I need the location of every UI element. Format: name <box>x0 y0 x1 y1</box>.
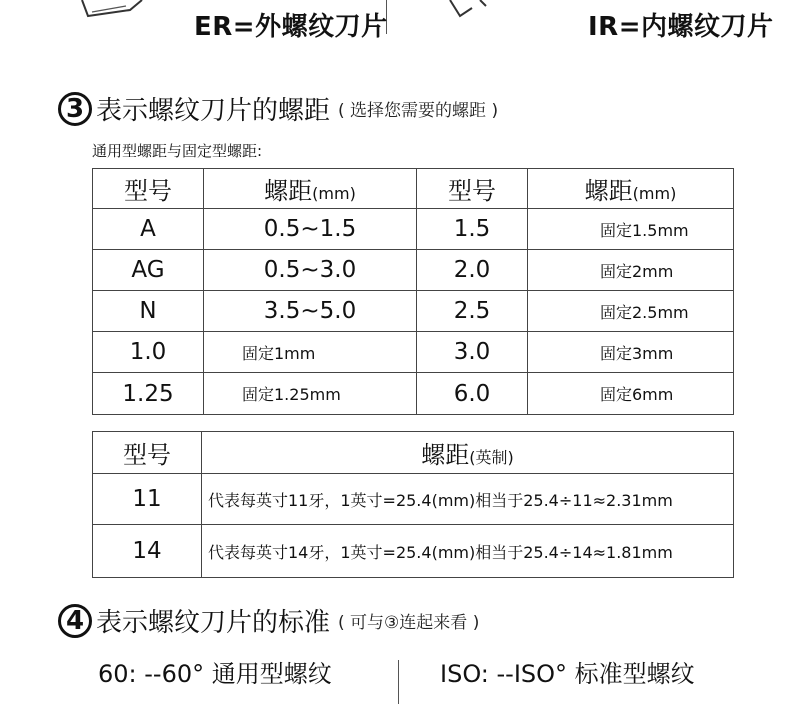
table-row <box>93 525 734 578</box>
er-label: ER=外螺纹刀片 <box>194 12 388 42</box>
table-header-row <box>93 432 734 474</box>
metric-pitch-table <box>92 168 734 415</box>
header-pitch: 螺距(mm) <box>204 169 417 209</box>
cell-pitch: 固定1mm <box>204 332 417 373</box>
ir-label: IR=内螺纹刀片 <box>588 12 774 42</box>
cell-pitch-2: 固定2.5mm <box>528 291 734 332</box>
cell-pitch: 0.5~1.5 <box>204 209 417 250</box>
cell-pitch-2: 固定6mm <box>528 373 734 415</box>
cell-pitch-2: 固定2mm <box>528 250 734 291</box>
cell-pitch: 0.5~3.0 <box>204 250 417 291</box>
table-header-row <box>93 169 734 209</box>
imperial-pitch-table <box>92 431 734 578</box>
cell-pitch-2: 固定1.5mm <box>528 209 734 250</box>
section3-heading <box>58 90 498 127</box>
header-pitch-2: 螺距(mm) <box>528 169 734 209</box>
section3-number: 3 <box>58 92 92 126</box>
cell-pitch: 3.5~5.0 <box>204 291 417 332</box>
header-model: 型号 <box>93 432 202 474</box>
table-row <box>93 209 734 250</box>
standards-divider <box>398 660 399 704</box>
cell-model-2: 1.5 <box>417 209 528 250</box>
standard-iso: ISO: --ISO° 标准型螺纹 <box>440 660 695 688</box>
cell-model-2: 3.0 <box>417 332 528 373</box>
section3-subcaption: 通用型螺距与固定型螺距: <box>92 142 263 160</box>
cell-model: N <box>93 291 204 332</box>
header-model: 型号 <box>93 169 204 209</box>
section3-note: ( 选择您需要的螺距 ) <box>338 101 499 121</box>
section4-note: ( 可与③连起来看 ) <box>338 613 480 633</box>
standard-60: 60: --60° 通用型螺纹 <box>98 660 332 688</box>
cell-model: AG <box>93 250 204 291</box>
header-pitch: 螺距(英制) <box>202 432 734 474</box>
cell-model: 11 <box>93 474 202 525</box>
cell-model-2: 2.0 <box>417 250 528 291</box>
cell-model: A <box>93 209 204 250</box>
ir-insert-sketch <box>440 0 500 22</box>
section4-title: 表示螺纹刀片的标准 <box>96 608 331 638</box>
cell-model: 1.0 <box>93 332 204 373</box>
table-row <box>93 474 734 525</box>
cell-pitch-2: 固定3mm <box>528 332 734 373</box>
cell-desc: 代表每英寸14牙，1英寸=25.4(mm)相当于25.4÷14≈1.81mm <box>202 525 734 578</box>
cell-model-2: 6.0 <box>417 373 528 415</box>
cell-model-2: 2.5 <box>417 291 528 332</box>
section3-title: 表示螺纹刀片的螺距 <box>96 96 331 126</box>
table-row <box>93 332 734 373</box>
table-row <box>93 291 734 332</box>
header-model-2: 型号 <box>417 169 528 209</box>
cell-model: 1.25 <box>93 373 204 415</box>
section4-heading <box>58 602 479 639</box>
table-row <box>93 250 734 291</box>
cell-pitch: 固定1.25mm <box>204 373 417 415</box>
section4-number: 4 <box>58 604 92 638</box>
cell-model: 14 <box>93 525 202 578</box>
table-row <box>93 373 734 415</box>
cell-desc: 代表每英寸11牙，1英寸=25.4(mm)相当于25.4÷11≈2.31mm <box>202 474 734 525</box>
er-insert-sketch <box>70 0 150 22</box>
